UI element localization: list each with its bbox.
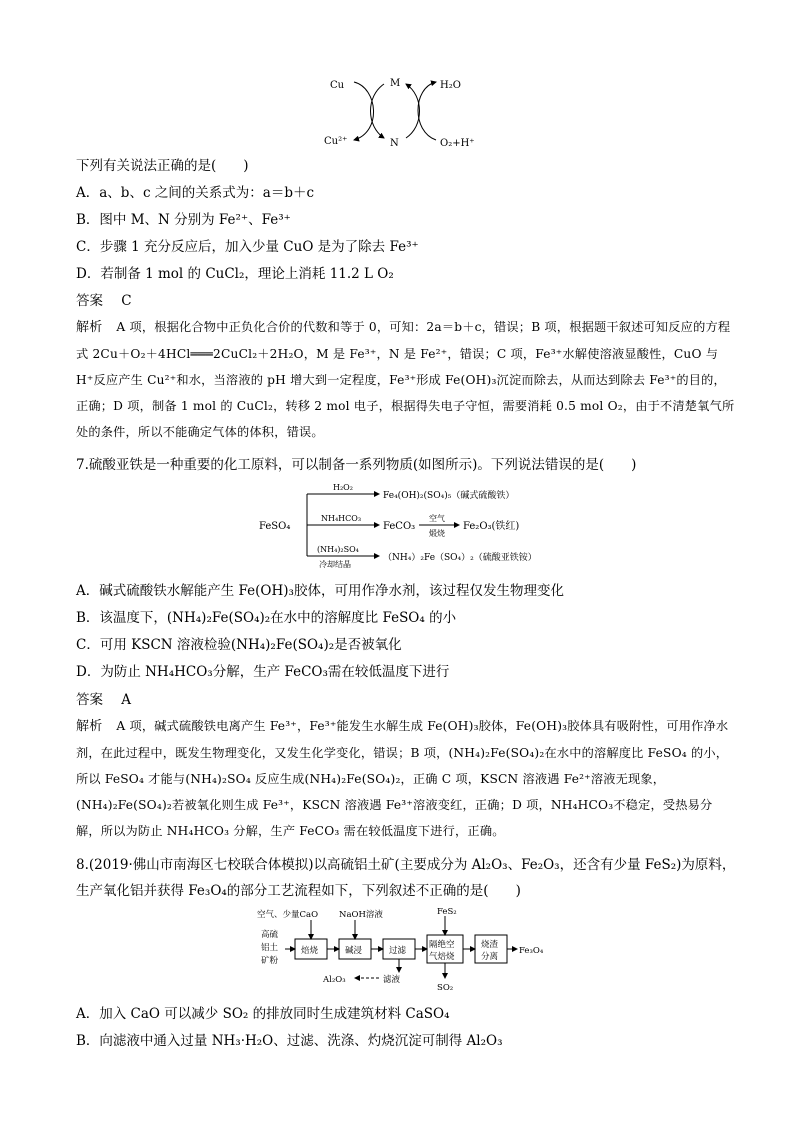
cool-label: 冷却结晶: [319, 560, 351, 569]
h2o-label: H₂O: [440, 80, 461, 91]
q6-option-a: A．a、b、c 之间的关系式为：a＝b＋c: [76, 185, 315, 201]
naoh-label: NaOH溶液: [339, 910, 383, 920]
n-to-m-arrow: [406, 84, 420, 138]
leach-label: 碱浸: [345, 946, 363, 956]
q6-option-b: B．图中 M、N 分别为 Fe²⁺、Fe³⁺: [76, 212, 291, 228]
answer-value: A: [121, 692, 132, 708]
al2o3-label: Al₂O₃: [323, 975, 346, 985]
fe3o4-label: Fe₃O₄: [519, 946, 544, 956]
separate-line1: 烧渣: [481, 940, 499, 950]
roast-label: 焙烧: [301, 946, 319, 956]
filtrate-label: 滤液: [383, 975, 401, 985]
answer-value: C: [121, 293, 132, 309]
q7-answer: [76, 691, 131, 709]
product1-label: Fe₄(OH)₂(SO₄)₅（碱式硫酸铁）: [383, 491, 515, 501]
ore-line1: 高硫: [261, 930, 279, 940]
h2o2-label: H₂O₂: [333, 483, 353, 492]
alumina-process-flow: [255, 906, 555, 992]
answer-label: 答案: [76, 293, 103, 309]
q6-option-d: D．若制备 1 mol 的 CuCl₂，理论上消耗 11.2 L O₂: [76, 266, 394, 282]
q6-option-c: C．步骤 1 充分反应后，加入少量 CuO 是为了除去 Fe³⁺: [76, 239, 419, 255]
isolate-line2: 气焙烧: [429, 952, 455, 962]
redox-cycle-diagram: [320, 70, 480, 152]
nh42so4-label: (NH₄)₂SO₄: [317, 545, 359, 554]
ore-line3: 矿粉: [261, 956, 279, 966]
feco3-label: FeCO₃: [383, 521, 416, 532]
explanation-text: A 项，碱式硫酸铁电离产生 Fe³⁺，Fe³⁺能发生水解生成 Fe(OH)₃胶体，Fe(OH)₃胶体具有吸附性，可用作净水剂，在此过程中，既发生物理变化，又发生化学变化，错误；B 项，(NH₄)₂Fe(SO₄)₂在水中的溶解度比 FeSO₄ 的小，所以 FeSO₄ 才能与(NH₄)₂SO₄ 反应生成(NH₄)₂Fe(SO₄)₂，正确 C 项，KSCN 溶液遇 Fe²⁺溶液无现象，(NH₄)₂Fe(SO₄)₂若被氧化则生成 Fe³⁺，KSCN 溶液遇 Fe³⁺溶液变红，正确；D 项，NH₄HCO₃不稳定，受热易分解，所以为防止 NH₄HCO₃ 分解，生产 FeCO₃ 需在较低温度下进行，正确。: [76, 719, 729, 838]
cu-label: Cu: [330, 80, 345, 91]
q6-answer: [76, 292, 132, 310]
product2-label: Fe₂O₃(铁红): [463, 521, 520, 532]
feso4-flow-diagram: [255, 480, 575, 572]
feso4-label: FeSO₄: [259, 521, 291, 532]
q7-stem: 7.硫酸亚铁是一种重要的化工原料，可以制备一系列物质(如图所示)。下列说法错误的是( ): [76, 457, 637, 473]
so2-label: SO₂: [437, 983, 454, 992]
calcine-label: 煅烧: [429, 529, 445, 538]
q8-option-b: B．向滤液中通入过量 NH₃·H₂O、过滤、洗涤、灼烧沉淀可制得 Al₂O₃: [76, 1033, 503, 1049]
air-cao-label: 空气、少量CaO: [257, 910, 319, 920]
q6-explanation: [76, 314, 736, 445]
product3-label: （NH₄）₂Fe（SO₄）₂（硫酸亚铁铵）: [383, 553, 537, 563]
air-label: 空气: [429, 514, 445, 523]
o2h-label: O₂+H⁺: [440, 138, 475, 149]
q7-option-c: C．可用 KSCN 溶液检验(NH₄)₂Fe(SO₄)₂是否被氧化: [76, 637, 402, 653]
explanation-text: A 项，根据化合物中正负化合价的代数和等于 0，可知：2a＝b＋c，错误；B 项，根据题干叙述可知反应的方程式 2Cu＋O₂＋4HCl═══2CuCl₂＋2H₂O，M 是 Fe³⁺，N 是 Fe²⁺，错误；C 项，Fe³⁺水解使溶液显酸性，CuO 与 H⁺反应产生 Cu²⁺和水，当溶液的 pH 增大到一定程度，Fe³⁺形成 Fe(OH)₃沉淀而除去，从而达到除去 Fe³⁺的目的，正确；D 项，制备 1 mol 的 CuCl₂，转移 2 mol 电子，根据得失电子守恒，需要消耗 0.5 mol O₂，由于不清楚氧气所处的条件，所以不能确定气体的体积，错误。: [76, 320, 735, 439]
explanation-label: 解析: [76, 719, 103, 734]
m-label: M: [390, 78, 401, 89]
m-to-n-arrow: [371, 84, 385, 138]
separate-line2: 分离: [481, 952, 499, 962]
fes2-label: FeS₂: [437, 907, 457, 917]
isolate-line1: 隔绝空: [429, 940, 455, 950]
q6-stem: 下列有关说法正确的是( ): [76, 158, 249, 174]
q8-stem: 8.(2019·佛山市南海区七校联合体模拟)以高硫铝土矿(主要成分为 Al₂O₃、Fe₂O₃，还含有少量 FeS₂)为原料，生产氧化铝并获得 Fe₃O₄的部分工艺流程如下，下列叙述不正确的是( ): [76, 857, 736, 899]
q7-option-a: A．碱式硫酸铁水解能产生 Fe(OH)₃胶体，可用作净水剂，该过程仅发生物理变化: [76, 583, 564, 599]
q7-option-b: B．该温度下，(NH₄)₂Fe(SO₄)₂在水中的溶解度比 FeSO₄ 的小: [76, 610, 457, 626]
explanation-label: 解析: [76, 320, 103, 335]
q7-option-d: D．为防止 NH₄HCO₃分解，生产 FeCO₃需在较低温度下进行: [76, 664, 450, 680]
ore-line2: 铝土: [261, 943, 279, 953]
filter-label: 过滤: [389, 946, 407, 956]
q7-explanation: [76, 713, 736, 844]
n-label: N: [390, 138, 399, 149]
answer-label: 答案: [76, 692, 103, 708]
nh4hco3-label: NH₄HCO₃: [321, 514, 362, 523]
o2-arrow: [418, 82, 436, 140]
cu2-label: Cu²⁺: [324, 136, 348, 147]
q8-option-a: A．加入 CaO 可以减少 SO₂ 的排放同时生成建筑材料 CaSO₄: [76, 1006, 450, 1022]
